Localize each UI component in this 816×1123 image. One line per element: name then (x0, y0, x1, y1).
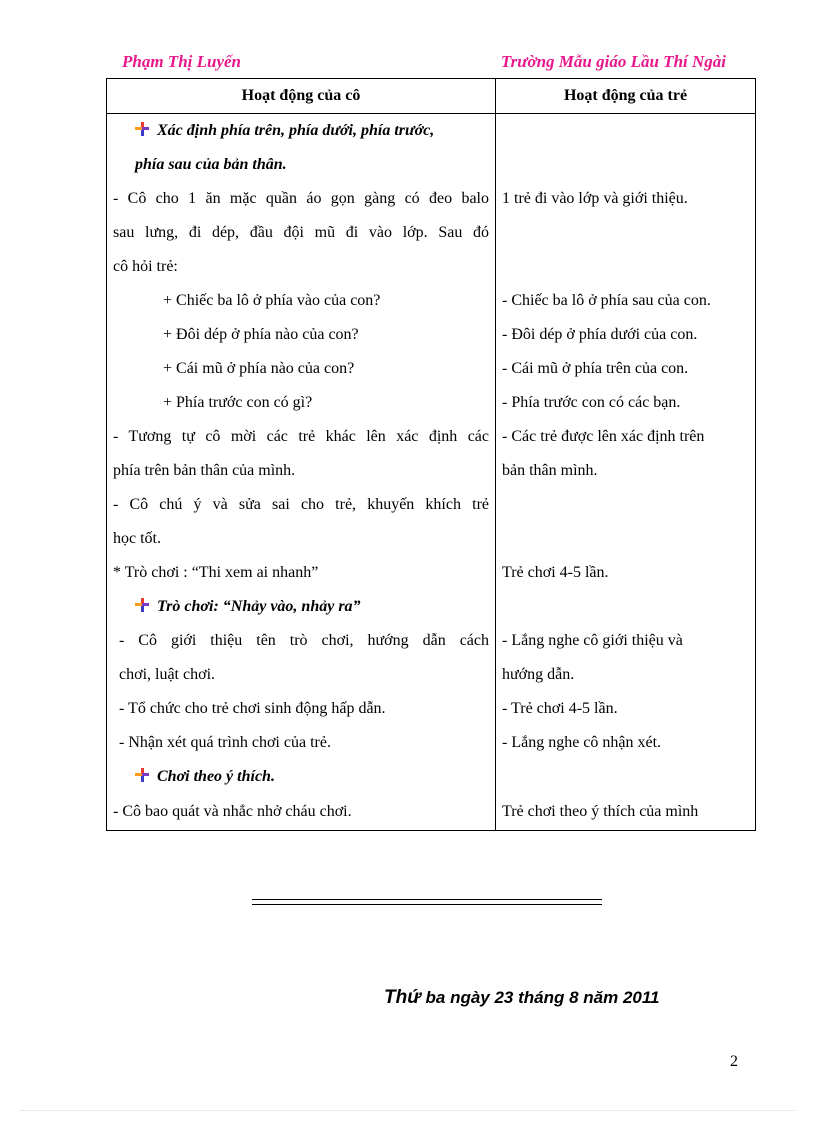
teacher-cell: học tốt. (107, 522, 496, 556)
teacher-cell: - Cô chú ý và sửa sai cho trẻ, khuyến khích trẻ (107, 488, 496, 522)
section-heading-cell (107, 114, 496, 149)
table-row (107, 760, 756, 794)
child-cell: bản thân mình. (496, 454, 756, 488)
table-row (107, 522, 756, 556)
author-name: Phạm Thị Luyến (122, 52, 242, 71)
table-row (107, 250, 756, 284)
teacher-cell: * Trò chơi : “Thi xem ai nhanh” (107, 556, 496, 590)
table-row (107, 420, 756, 454)
answer-cell: - Cái mũ ở phía trên của con. (496, 352, 756, 386)
table-row (107, 488, 756, 522)
table-row (107, 352, 756, 386)
teacher-cell: - Tương tự cô mời các trẻ khác lên xác định các (107, 420, 496, 454)
table-row (107, 726, 756, 760)
teacher-cell: cô hỏi trẻ: (107, 250, 496, 284)
date-rest: ba ngày 23 tháng 8 năm 2011 (420, 988, 660, 1007)
teacher-cell: - Cô bao quát và nhắc nhở cháu chơi. (107, 794, 496, 831)
table-row (107, 624, 756, 658)
plus-bullet-icon (135, 768, 149, 782)
table-row (107, 182, 756, 216)
teacher-cell: - Cô cho 1 ăn mặc quần áo gọn gàng có đeo balo (107, 182, 496, 216)
child-cell: hướng dẫn. (496, 658, 756, 692)
child-cell (496, 250, 756, 284)
table-row (107, 454, 756, 488)
double-rule-top (252, 899, 602, 900)
table-row (107, 284, 756, 318)
table-row (107, 658, 756, 692)
question-cell: + Đôi dép ở phía nào của con? (107, 318, 496, 352)
child-cell: - Trẻ chơi 4-5 lần. (496, 692, 756, 726)
child-column-header: Hoạt động của trẻ (496, 79, 756, 114)
section-heading-cell (107, 590, 496, 624)
answer-cell: - Chiếc ba lô ở phía sau của con. (496, 284, 756, 318)
teacher-cell: chơi, luật chơi. (107, 658, 496, 692)
school-name: Trường Mẫu giáo Lầu Thí Ngài (500, 52, 726, 71)
table-row (107, 692, 756, 726)
answer-cell: - Phía trước con có các bạn. (496, 386, 756, 420)
table-row (107, 590, 756, 624)
question-cell: + Cái mũ ở phía nào của con? (107, 352, 496, 386)
table-row (107, 148, 756, 182)
question-cell: + Chiếc ba lô ở phía vào của con? (107, 284, 496, 318)
table-row (107, 318, 756, 352)
date-heading (384, 987, 660, 1009)
teacher-column-header: Hoạt động của cô (107, 79, 496, 114)
child-cell (496, 760, 756, 794)
table-header-row (107, 79, 756, 114)
answer-cell: - Đôi dép ở phía dưới của con. (496, 318, 756, 352)
plus-bullet-icon (135, 122, 149, 136)
child-cell (496, 216, 756, 250)
table-row (107, 216, 756, 250)
activity-table (106, 78, 756, 831)
table-row (107, 794, 756, 831)
section-heading-cont: phía sau của bản thân. (107, 148, 496, 182)
double-rule-bottom (252, 904, 602, 905)
table-row (107, 386, 756, 420)
teacher-cell: - Tổ chức cho trẻ chơi sinh động hấp dẫn. (107, 692, 496, 726)
teacher-cell: sau lưng, đi dép, đầu đội mũ đi vào lớp. Sau đó (107, 216, 496, 250)
section-heading: Xác định phía trên, phía dưới, phía trước, (157, 122, 435, 139)
child-cell (496, 590, 756, 624)
teacher-cell: - Cô giới thiệu tên trò chơi, hướng dẫn cách (107, 624, 496, 658)
section-heading-cell (107, 760, 496, 794)
plus-bullet-icon (135, 598, 149, 612)
table-row (107, 114, 756, 149)
date-prefix: Thứ (384, 987, 421, 1008)
teacher-cell: phía trên bản thân của mình. (107, 454, 496, 488)
section-heading: Trò chơi: “Nhảy vào, nhảy ra” (157, 598, 361, 615)
section-heading: Chơi theo ý thích. (157, 768, 275, 785)
child-cell: Trẻ chơi theo ý thích của mình (496, 794, 756, 831)
table-row (107, 556, 756, 590)
child-cell (496, 114, 756, 149)
child-cell: - Lắng nghe cô giới thiệu và (496, 624, 756, 658)
question-cell: + Phía trước con có gì? (107, 386, 496, 420)
child-cell: Trẻ chơi 4-5 lần. (496, 556, 756, 590)
child-cell: - Lắng nghe cô nhận xét. (496, 726, 756, 760)
child-cell (496, 522, 756, 556)
teacher-cell: - Nhận xét quá trình chơi của trẻ. (107, 726, 496, 760)
child-cell: - Các trẻ được lên xác định trên (496, 420, 756, 454)
child-cell (496, 488, 756, 522)
page-number: 2 (730, 1053, 738, 1070)
child-cell (496, 148, 756, 182)
page-bottom-border (20, 1110, 796, 1111)
child-cell: 1 trẻ đi vào lớp và giới thiệu. (496, 182, 756, 216)
